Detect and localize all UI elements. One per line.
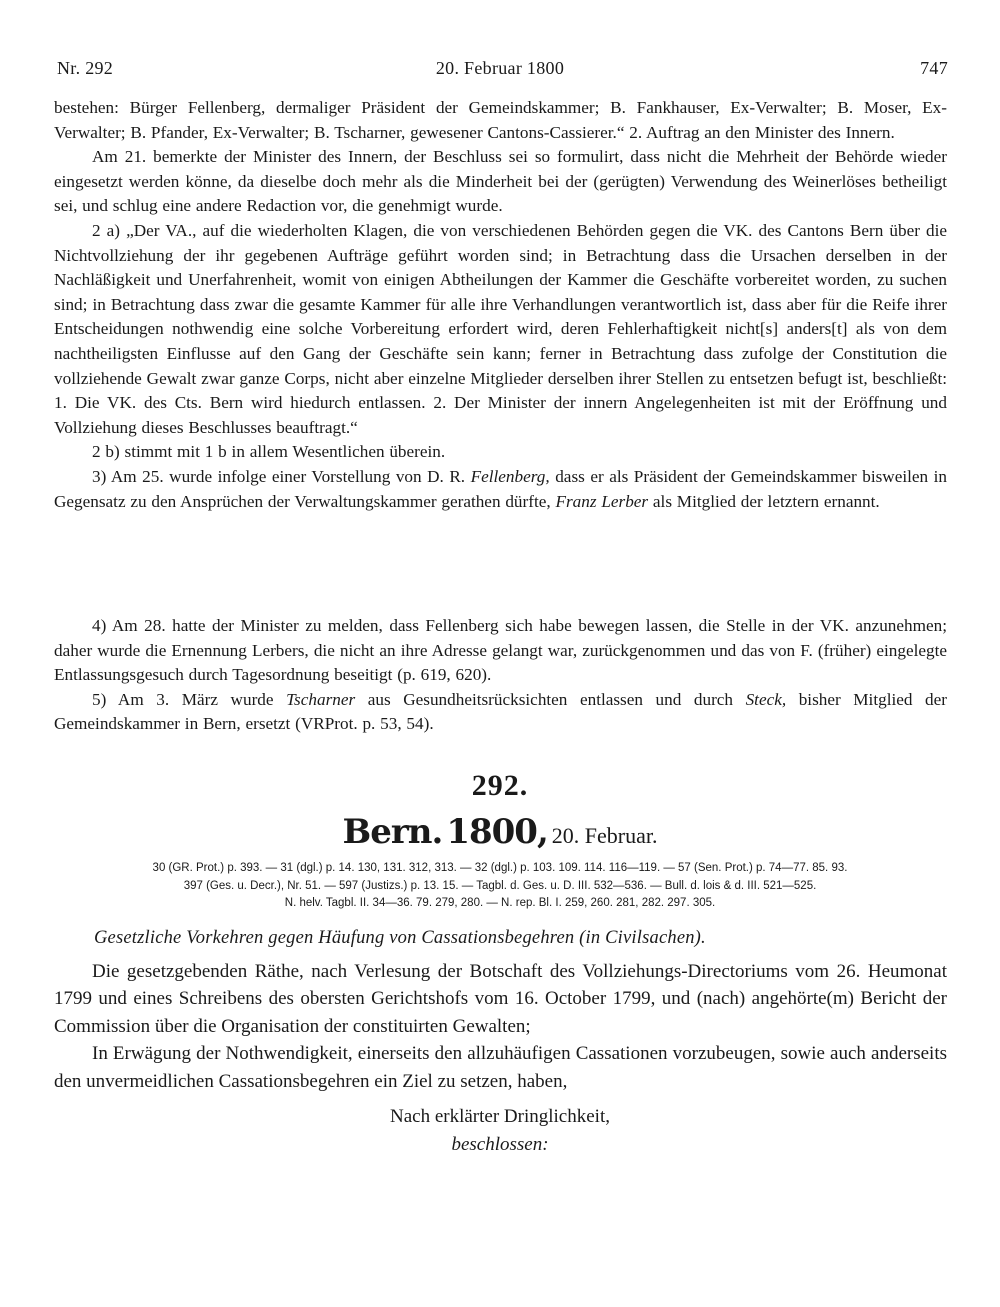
paragraph-3 [54, 465, 947, 514]
resolved-clause: beschlossen: [451, 1134, 549, 1155]
entry-year: 1800, [446, 812, 548, 852]
decree-consideration: In Erwägung der Nothwendigkeit, einerseits den allzuhäufigen Cassationen vorzubeugen, sowie auch anderseits den unvermeidlichen Cassationsbegehren ein Ziel zu setzen, haben, [54, 1043, 947, 1092]
continued-text [54, 96, 947, 514]
continued-text-2 [54, 614, 947, 737]
p5-name-tscharner: Tscharner [286, 689, 356, 709]
paragraph-2a: 2 a) „Der VA., auf die wiederholten Klagen, die von verschiedenen Behörden gegen die VK. des Cantons Bern über die Nichtvollziehung der ihr gegebenen Aufträge geführt worden sind; in Betrachtung dass die Ursachen derselben in der Nachläßigkeit und Unerfahrenheit, womit von einigen Abtheilungen der Kammer die Geschäfte vorbereitet worden, zu suchen sind; in Betrachtung dass zwar die gesamte Kammer für alle ihre Verhandlungen verantwortlich ist, dass aber für die Reife ihrer Entscheidungen nothwendig eine solche Vorbereitung erfordert wird, deren Fehlerhaftigkeit nicht[s] anders[t] als von dem nachtheiligsten Einflusse auf den Gang der Geschäfte sein kann; ferner in Betrachtung dass zufolge der Constitution die vollziehende Gewalt zwar ganze Corps, nicht aber einzelne Mitglieder derselben ihrer Stellen zu entsetzen befugt ist, beschließt: 1. Die VK. des Cts. Bern wird hiedurch entlassen. 2. Der Minister der innern Angelegenheiten ist mit der Eröffnung und Vollziehung dieses Beschlusses beauftragt.“ [54, 220, 947, 437]
paragraph-4: 4) Am 28. hatte der Minister zu melden, dass Fellenberg sich habe bewegen lassen, die Stelle in der VK. anzunehmen; daher wurde die Ernennung Lerbers, die nicht an ihre Adresse gelangt war, zurückgenommen und das von F. (früher) eingelegte Entlassungsgesuch durch Tagesordnung beseitigt (p. 619, 620). [54, 616, 947, 685]
reference-line: N. helv. Tagbl. II. 34—36. 79. 279, 280. — N. rep. Bl. I. 259, 260. 281, 282. 297. 305. [284, 897, 716, 910]
p5-mid: aus Gesundheitsrücksichten entlassen und durch [355, 689, 746, 709]
decree-text [54, 958, 947, 1095]
p3-name-fellenberg: Fellenberg, [470, 466, 550, 486]
p5-name-steck: Steck, [745, 689, 787, 709]
p5-post: bisher Mitglied der Gemeindskammer in Bern, ersetzt (VRProt. p. 53, 54). [54, 689, 947, 734]
entry-number: 292. [471, 769, 529, 802]
urgency-clause: Nach erklärter Dringlichkeit, [390, 1106, 610, 1127]
page-header-number: Nr. 292 [57, 58, 114, 78]
entry-date: 20. Februar. [551, 823, 658, 848]
page-number: 747 [920, 58, 948, 78]
paragraph-2b: 2 b) stimmt mit 1 b in allem Wesentlichen überein. [92, 442, 446, 462]
p3-name-lerber: Franz Lerber [555, 491, 649, 511]
entry-place: Bern. [342, 812, 443, 852]
page-header-date: 20. Februar 1800 [435, 58, 565, 78]
paragraph-continuation: bestehen: Bürger Fellenberg, dermaliger Präsident der Gemeindskammer; B. Fankhauser, Ex-Verwalter; B. Moser, Ex-Verwalter; B. Pfander, Ex-Verwalter; B. Tscharner, gewesener Cantons-Cassierer.“ 2. Auftrag an den Minister des Innern. [54, 98, 947, 142]
reference-line: 397 (Ges. u. Decr.), Nr. 51. — 597 (Justizs.) p. 13. 15. — Tagbl. d. Ges. u. D. III. 532—536. — Bull. d. lois & d. III. 521—525. [183, 879, 817, 892]
p3-pre: 3) Am 25. wurde infolge einer Vorstellung von D. R. [92, 466, 471, 486]
p3-post: als Mitglied der letztern ernannt. [648, 491, 880, 511]
p5-pre: 5) Am 3. März wurde [92, 689, 287, 709]
decree-preamble: Die gesetzgebenden Räthe, nach Verlesung der Botschaft des Vollziehungs-Directoriums vom 26. Heumonat 1799 und eines Schreibens des obersten Gerichtshofs vom 16. October 1799, und (nach) angehörte(m) Bericht der Commission über die Organisation der constituirten Gewalten; [54, 961, 947, 1037]
entry-subject: Gesetzliche Vorkehren gegen Häufung von Cassationsbegehren (in Civilsachen). [94, 928, 706, 948]
paragraph-am-21: Am 21. bemerkte der Minister des Innern, der Beschluss sei so formulirt, dass nicht die Mehrheit der Behörde wieder eingesetzt werden könne, da dieselbe doch mehr als die Minderheit bei der (gerügten) Verwendung des Weinerlöses betheiligt sei, und schlug eine andere Redaction vor, die genehmigt wurde. [54, 147, 947, 216]
entry-heading [0, 812, 1000, 852]
p3-mid: dass er als Präsident der Gemeindskammer bisweilen in Gegensatz zu den Ansprüchen der Verwaltungskammer gerathen dürfte, [54, 466, 948, 511]
reference-line: 30 (GR. Prot.) p. 393. — 31 (dgl.) p. 14. 130, 131. 312, 313. — 32 (dgl.) p. 103. 109. 114. 116—119. — 57 (Sen. Prot.) p. 74—77. 85. 93. [152, 862, 848, 874]
source-references [0, 860, 1000, 913]
paragraph-5 [54, 688, 947, 737]
